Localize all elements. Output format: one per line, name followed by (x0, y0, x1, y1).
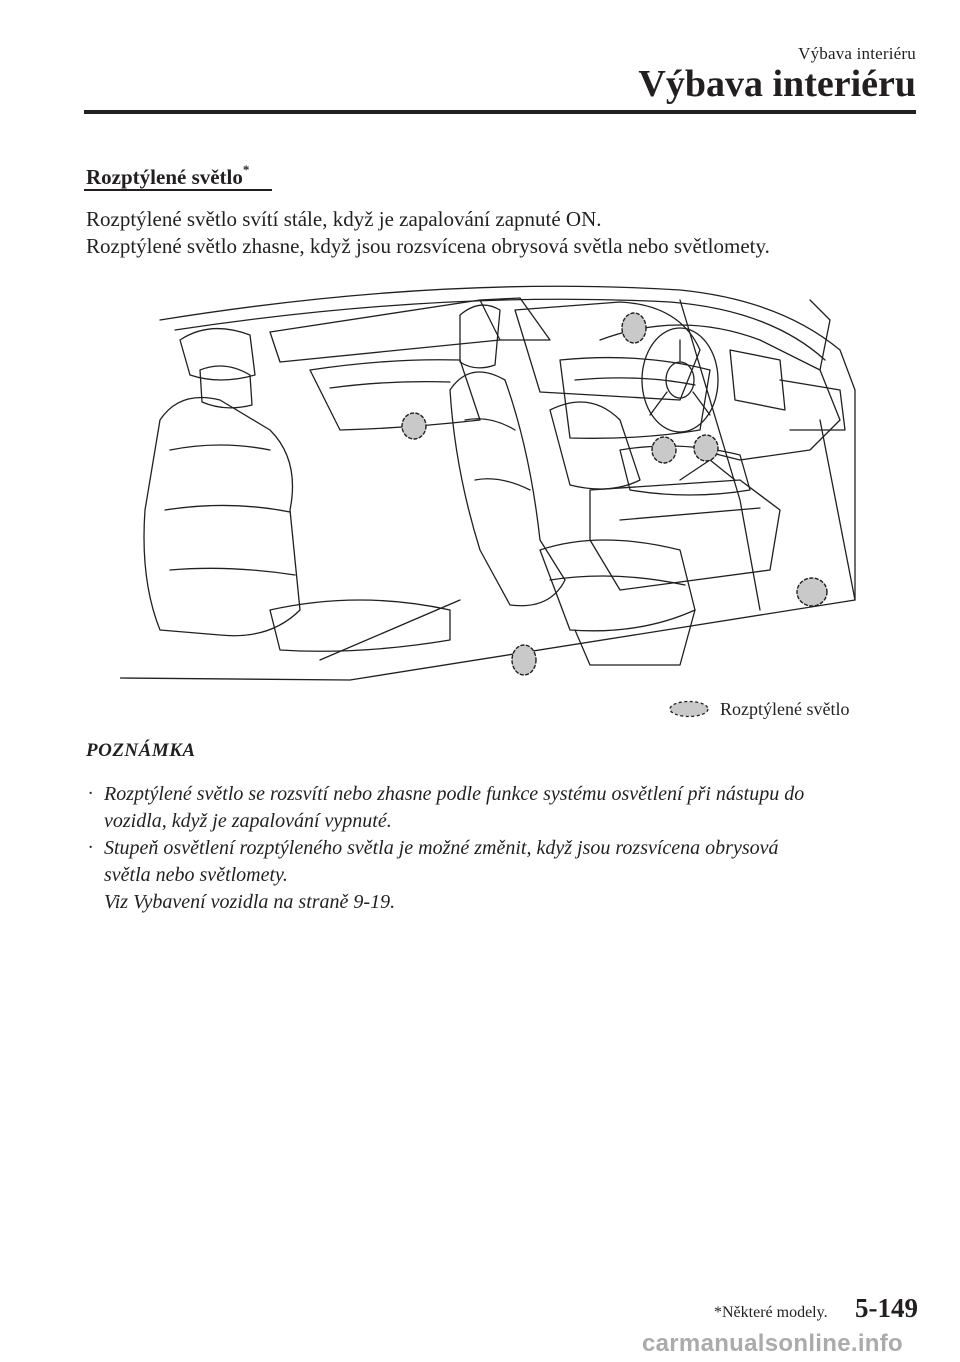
ambient-light-marker (652, 437, 676, 463)
front-door-frame (515, 302, 700, 400)
page-number: 5-149 (855, 1293, 918, 1323)
ambient-light-marker (402, 413, 426, 439)
center-console (590, 480, 780, 590)
section-title-underline (84, 189, 272, 191)
note-line: Viz Vybavení vozidla na straně 9-19. (104, 891, 396, 913)
rear-door-panel (310, 360, 480, 430)
chapter-title: Výbava interiéru (638, 63, 916, 105)
note-line: vozidla, když je zapalování vypnuté. (104, 810, 392, 832)
infotainment-screen (730, 350, 785, 410)
header-rule (84, 110, 916, 114)
watermark: carmanualsonline.info (642, 1330, 904, 1357)
note-line: Rozptýlené světlo se rozsvítí nebo zhasne podle funkce systému osvětlení při nástupu do (104, 783, 805, 805)
rear-headrest (200, 366, 252, 408)
paragraph: Rozptýlené světlo svítí stále, když je zapalování zapnuté ON. (86, 207, 602, 231)
footnote: *Některé modely. (714, 1304, 828, 1321)
optional-equipment-marker: * (242, 162, 250, 177)
ambient-light-legend-icon (668, 700, 710, 718)
running-head: Výbava interiéru (798, 44, 916, 63)
note-line: světla nebo světlomety. (104, 864, 288, 886)
note-title: POZNÁMKA (86, 740, 196, 761)
section-title-text: Rozptýlené světlo (86, 165, 243, 189)
section-title (86, 164, 249, 190)
note-line: Stupeň osvětlení rozptýleného světla je možné změnit, když jsou rozsvícena obrysová (104, 837, 779, 859)
legend-label: Rozptýlené světlo (720, 698, 850, 719)
ambient-light-marker (622, 313, 646, 343)
interior-illustration (120, 280, 865, 700)
note-bullet: · (88, 837, 93, 858)
note-bullet: · (88, 783, 93, 804)
dashboard (600, 325, 840, 460)
front-headrest (460, 305, 500, 368)
roof-inner (175, 299, 825, 360)
rear-seat (144, 398, 300, 636)
ambient-light-marker (694, 435, 718, 461)
ambient-light-marker (512, 645, 536, 675)
paragraph: Rozptýlené světlo zhasne, když jsou rozsvícena obrysová světla nebo světlomety. (86, 234, 770, 258)
ambient-light-marker (797, 578, 827, 606)
figure-legend (668, 696, 849, 722)
door-frame (270, 300, 500, 362)
